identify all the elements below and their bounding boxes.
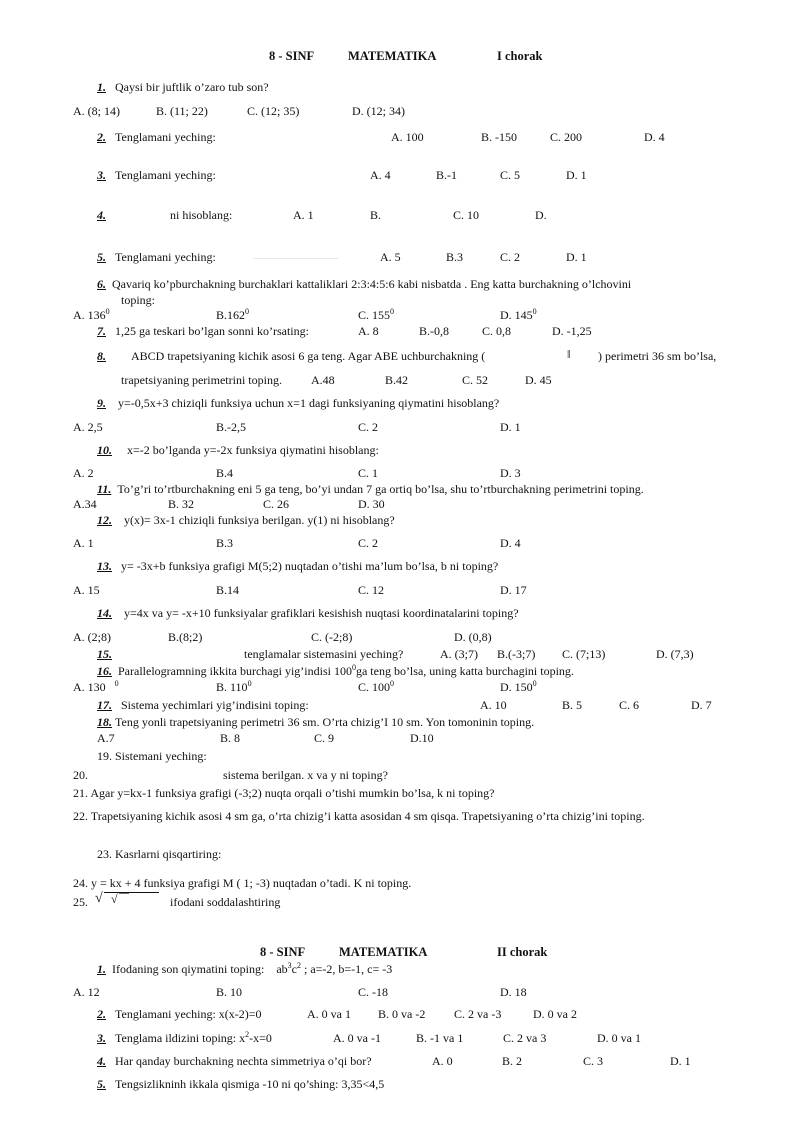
question-number: 5. <box>97 1077 106 1091</box>
question-25: ifodani soddalashtiring <box>170 895 281 909</box>
question-text: Tenglamani yeching: <box>115 168 216 182</box>
question-text: ABCD trapetsiyaning kichik asosi 6 ga teng. Agar ABE uchburchakning ( <box>131 349 486 363</box>
option-b: B. -1 va 1 <box>416 1031 464 1045</box>
option-b: B.(-3;7) <box>497 647 536 661</box>
question-number: 4. <box>97 1054 106 1068</box>
option-b: B.14 <box>216 583 240 597</box>
question-text: Tenglamani yeching: x(x-2)=0 <box>115 1007 262 1021</box>
option-c: C. 2 va 3 <box>503 1031 547 1045</box>
option-d: D. 0 va 1 <box>597 1031 641 1045</box>
option-a: A. 1 <box>73 536 94 550</box>
option-d: D. 0 va 2 <box>533 1007 577 1021</box>
option-a: A. (2;8) <box>73 630 111 644</box>
question-number: 25. <box>73 895 88 909</box>
question-number: 8. <box>97 349 106 363</box>
option-b: B.42 <box>385 373 409 387</box>
option-a: A.7 <box>97 731 115 745</box>
header-term: I chorak <box>497 49 543 63</box>
option-d: D.10 <box>410 731 434 745</box>
question-text: To’g’ri to’rtburchakning eni 5 ga teng, bo’yi undan 7 ga ortiq bo’lsa, shu to’rtburchakning perimetrini toping. <box>117 482 644 496</box>
question-text: ni hisoblang: <box>170 208 233 222</box>
option-a: A. 0 va -1 <box>333 1031 381 1045</box>
option-c: C. 2 <box>500 250 521 264</box>
question-text: tenglamalar sistemasini yeching? <box>244 647 404 661</box>
option-b: B.(8;2) <box>168 630 203 644</box>
header2-term: II chorak <box>497 945 548 959</box>
p-question-2 <box>97 1007 262 1021</box>
question-18 <box>97 715 534 729</box>
question-11 <box>97 482 644 496</box>
sqrt-sign-inner: √ <box>111 892 118 906</box>
question-1 <box>97 80 269 94</box>
option-d: D. 45 <box>525 373 552 387</box>
option-d: D. 17 <box>500 583 527 597</box>
question-number: 3. <box>97 1031 106 1045</box>
question-number: 3. <box>97 168 106 182</box>
header-grade: 8 - SINF <box>269 49 315 63</box>
question-23: 23. Kasrlarni qisqartiring: <box>97 847 222 861</box>
question-17 <box>97 698 309 712</box>
option-b: B.4 <box>216 466 234 480</box>
option-b: B. 0 va -2 <box>378 1007 426 1021</box>
question-text-b: ) perimetri 36 sm bo’lsa, <box>598 349 717 363</box>
option-c: C. 6 <box>619 698 640 712</box>
option-a: A. 12 <box>73 985 100 999</box>
option-c: C. 12 <box>358 583 385 597</box>
option-d: D. 1 <box>566 250 587 264</box>
question-22: 22. Trapetsiyaning kichik asosi 4 sm ga, o’rta chizig’i katta asosidan 4 sm qisqa. Trapetsiyaning o’rta chizig’ini toping. <box>73 809 645 823</box>
question-21: 21. Agar y=kx-1 funksiya grafigi (-3;2) nuqta orqali o’tishi mumkin bo’lsa, k ni toping? <box>73 786 495 800</box>
option-c: C. 2 va -3 <box>454 1007 502 1021</box>
header-subject: MATEMATIKA <box>348 49 437 63</box>
sqrt-sign: √ <box>95 891 103 906</box>
option-b: B.3 <box>216 536 234 550</box>
option-b: B. (11; 22) <box>156 104 208 118</box>
option-a: A. 1 <box>293 208 314 222</box>
question-text-cont: toping: <box>121 293 156 307</box>
option-c: C. 3 <box>583 1054 604 1068</box>
question-7 <box>97 324 309 338</box>
option-d: D. 1 <box>500 420 521 434</box>
question-number: 18. <box>97 715 112 729</box>
question-number: 17. <box>97 698 112 712</box>
option-c: C. 9 <box>314 731 335 745</box>
question-19: 19. Sistemani yeching: <box>97 749 207 763</box>
question-5 <box>97 250 216 264</box>
option-c: C. $100^0$ <box>358 679 395 694</box>
option-a: A.48 <box>311 373 335 387</box>
option-b: B.-0,8 <box>419 324 449 338</box>
option-c: C. (12; 35) <box>247 104 300 118</box>
question-number: 15. <box>97 647 112 661</box>
question-number: 20. <box>73 768 88 782</box>
question-text: Har qanday burchakning nechta simmetriya o’qi bor? <box>115 1054 372 1068</box>
p-question-5 <box>97 1077 384 1091</box>
question-text: Tengsizlikninh ikkala qismiga -10 ni qo’shing: 3,35<4,5 <box>115 1077 385 1091</box>
question-text: y=-0,5x+3 chiziqli funksiya uchun x=1 dagi funksiyaning qiymatini hisoblang? <box>118 396 500 410</box>
option-d: D. 4 <box>500 536 521 550</box>
question-number: 16. <box>97 664 112 678</box>
inner-radical-bar <box>119 893 129 894</box>
header2-subject: MATEMATIKA <box>339 945 428 959</box>
option-b: B. 2 <box>502 1054 523 1068</box>
option-b: B.-1 <box>436 168 457 182</box>
option-a: A. (3;7) <box>440 647 478 661</box>
question-9 <box>97 396 499 410</box>
question-14 <box>97 606 519 620</box>
question-number: 2. <box>97 130 106 144</box>
question-number: 11. <box>97 482 112 496</box>
option-a: A. 15 <box>73 583 100 597</box>
question-text: Qavariq ko’pburchakning burchaklari kattaliklari 2:3:4:5:6 kabi nisbatda . Eng katta burchakning o’lchovini <box>112 277 632 291</box>
question-number: 7. <box>97 324 106 338</box>
question-24: 24. y = kx + 4 funksiya grafigi M ( 1; -3) nuqtadan o’tadi. K ni toping. <box>73 876 412 890</box>
option-c: C. 5 <box>500 168 521 182</box>
option-b: B. 10 <box>216 985 243 999</box>
option-a: A. 5 <box>380 250 401 264</box>
option-c: C. 26 <box>263 497 290 511</box>
option-b: B. 5 <box>562 698 583 712</box>
option-a: A. 2,5 <box>73 420 103 434</box>
question-text: 1,25 ga teskari bo’lgan sonni ko’rsating: <box>115 324 309 338</box>
option-b: B. 8 <box>220 731 241 745</box>
option-c: C. (7;13) <box>562 647 606 661</box>
option-d: D. 18 <box>500 985 527 999</box>
option-d: D. $145^0$ <box>500 307 537 322</box>
option-b: B. <box>370 208 382 222</box>
option-d: D. <box>535 208 547 222</box>
option-c: C. 2 <box>358 536 379 550</box>
option-c: C. 200 <box>550 130 583 144</box>
p-question-3: 3. Tenglama ildizini toping: $x^2-x=0$ <box>97 1030 272 1045</box>
option-c: C. 1 <box>358 466 379 480</box>
option-a: A.34 <box>73 497 97 511</box>
question-number: 10. <box>97 443 112 457</box>
option-c: C. -18 <box>358 985 388 999</box>
option-a: A. $136^0$ <box>73 307 110 322</box>
option-b: B. $110^0$ <box>216 679 252 694</box>
question-6 <box>97 277 631 291</box>
option-d: D. (7,3) <box>656 647 694 661</box>
question-13 <box>97 559 498 573</box>
question-number: 14. <box>97 606 112 620</box>
option-d: D. (0,8) <box>454 630 492 644</box>
question-text: Sistema yechimlari yig’indisini toping: <box>121 698 309 712</box>
question-text: y= -3x+b funksiya grafigi M(5;2) nuqtadan o’tishi ma’lum bo’lsa, b ni toping? <box>121 559 499 573</box>
question-text: Tenglamani yeching: <box>115 250 216 264</box>
option-d: D. 3 <box>500 466 521 480</box>
option-a: A. 2 <box>73 466 94 480</box>
option-d: D. $150^0$ <box>500 679 537 694</box>
option-c: C. (-2;8) <box>311 630 353 644</box>
option-d: D. -1,25 <box>552 324 592 338</box>
question-text: x=-2 bo’lganda y=-2x funksiya qiymatini hisoblang: <box>127 443 379 457</box>
question-number: 1. <box>97 80 106 94</box>
option-d: D. (12; 34) <box>352 104 405 118</box>
question-text: y(x)= 3x-1 chiziqli funksiya berilgan. y(1) ni hisoblang? <box>124 513 395 527</box>
question-text: y=4x va y= -x+10 funksiyalar grafiklari kesishish nuqtasi koordinatalarini toping? <box>124 606 519 620</box>
question-text: Teng yonli trapetsiyaning perimetri 36 sm. O’rta chizig’I 10 sm. Yon tomoninin toping. <box>115 715 535 729</box>
option-a: A. 100 <box>391 130 424 144</box>
option-a: A. 0 va 1 <box>307 1007 351 1021</box>
option-b: B. 32 <box>168 497 195 511</box>
question-text-cont: trapetsiyaning perimetrini toping. <box>121 373 282 387</box>
option-b: B.3 <box>446 250 464 264</box>
option-c: C. 52 <box>462 373 489 387</box>
question-16: 16. Parallelogramning ikkita burchagi yig’indisi $100^0ga$ teng bo’lsa, uning katta burchagini toping. <box>97 663 574 678</box>
p-question-1: 1. Ifodaning son qiymatini toping: $ab^3c^2$ ; a=-2, b=-1, c= -3 <box>97 961 393 976</box>
option-d: D. 1 <box>670 1054 691 1068</box>
question-number: 5. <box>97 250 106 264</box>
option-a: A. 10 <box>480 698 507 712</box>
option-d: D. 1 <box>566 168 587 182</box>
header2-grade: 8 - SINF <box>260 945 306 959</box>
option-b: B.162$^0$ <box>216 307 250 322</box>
question-12 <box>97 513 395 527</box>
question-number: 12. <box>97 513 112 527</box>
question-number: 6. <box>97 277 106 291</box>
option-d: D. 4 <box>644 130 665 144</box>
question-number: 13. <box>97 559 112 573</box>
question-20: sistema berilgan. x va y ni toping? <box>223 768 388 782</box>
question-10 <box>97 443 379 457</box>
option-a: A. 4 <box>370 168 391 182</box>
option-c: C. 10 <box>453 208 480 222</box>
option-b: B. -150 <box>481 130 517 144</box>
option-a: A. 8 <box>358 324 379 338</box>
option-a: A. (8; 14) <box>73 104 120 118</box>
question-2 <box>97 130 216 144</box>
question-number: 4. <box>97 208 106 222</box>
option-c: C. $155^0$ <box>358 307 395 322</box>
question-number: 1. <box>97 962 106 976</box>
option-a: A. 130 $^0$ <box>73 679 119 694</box>
option-b: B.-2,5 <box>216 420 246 434</box>
option-d: D. 7 <box>691 698 712 712</box>
parallel-sign: ‖ <box>567 347 571 361</box>
p-question-4 <box>97 1054 372 1068</box>
option-c: C. 0,8 <box>482 324 512 338</box>
equation-placeholder <box>253 258 338 259</box>
option-d: D. 30 <box>358 497 385 511</box>
question-3 <box>97 168 216 182</box>
question-text: Tenglamani yeching: <box>115 130 216 144</box>
question-text: Qaysi bir juftlik o’zaro tub son? <box>115 80 269 94</box>
question-number: 9. <box>97 396 106 410</box>
option-a: A. 0 <box>432 1054 453 1068</box>
option-c: C. 2 <box>358 420 379 434</box>
question-number: 2. <box>97 1007 106 1021</box>
